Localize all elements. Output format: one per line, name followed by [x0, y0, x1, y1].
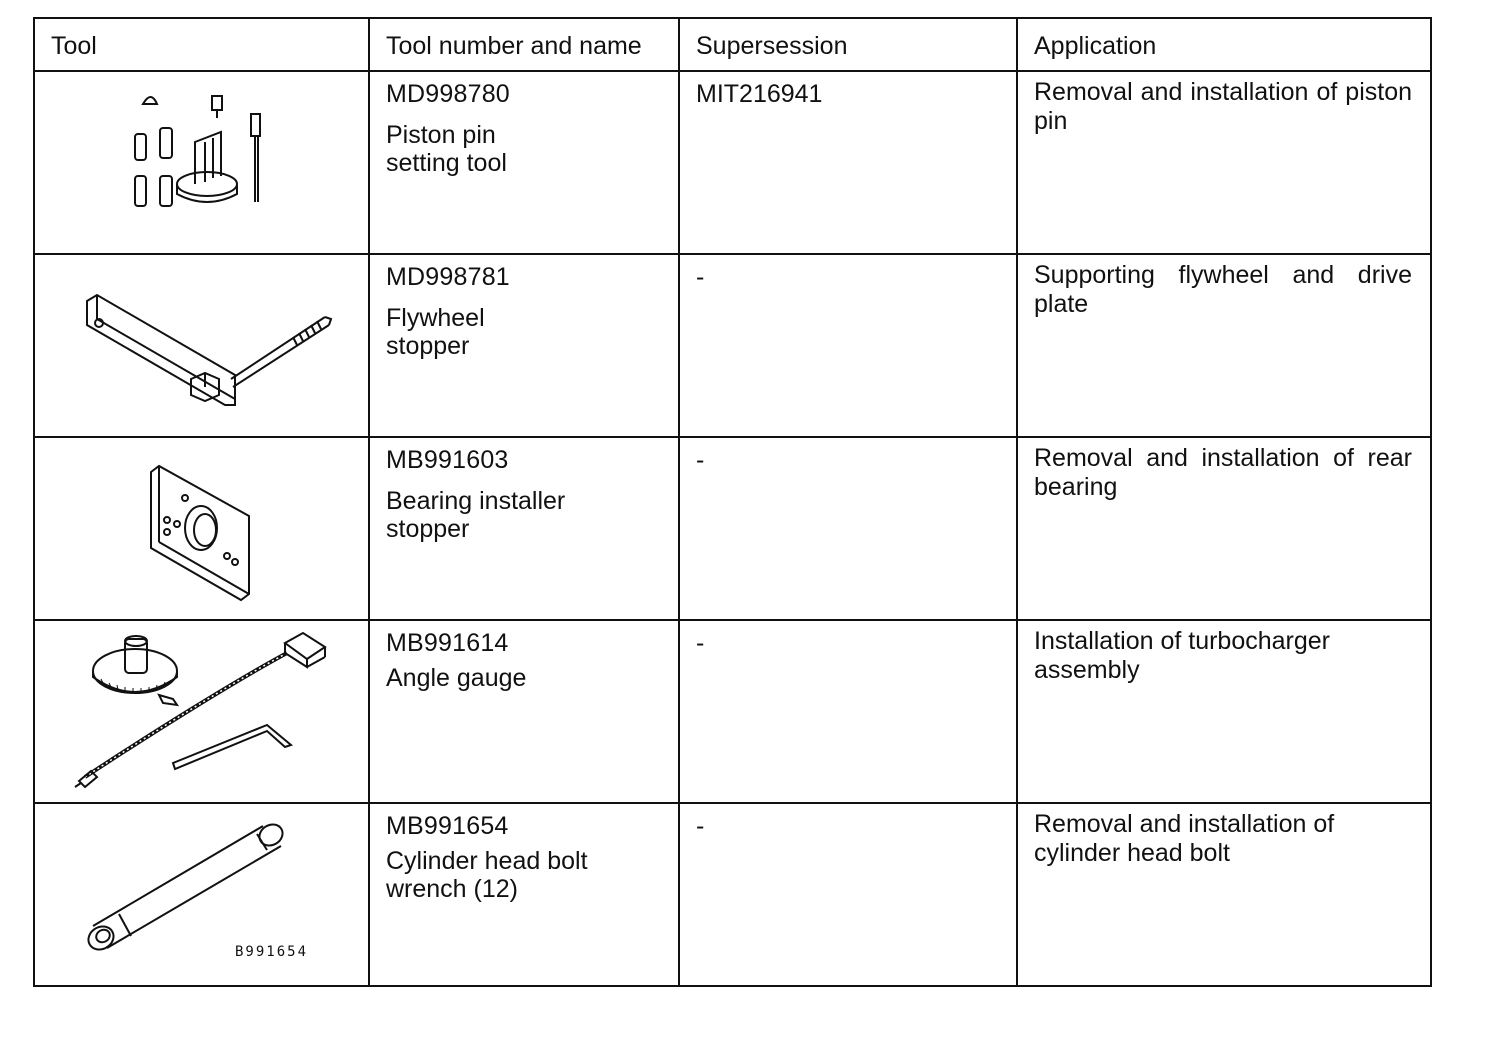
tool-number-name-cell — [369, 71, 679, 254]
header-supersession: Supersession — [679, 18, 1017, 71]
tool-name: Flywheel stopper — [386, 304, 485, 360]
supersession-value: - — [696, 446, 705, 474]
application-text: Removal and installation of rear bearing — [1034, 444, 1412, 501]
table-row — [34, 803, 1431, 986]
angle-gauge-icon — [35, 621, 370, 802]
table-row — [34, 437, 1431, 620]
supersession-value: - — [696, 812, 705, 840]
application-cell — [1017, 254, 1431, 437]
tool-number-name-cell — [369, 437, 679, 620]
tool-illustration-cell — [34, 803, 369, 986]
application-text: Supporting flywheel and drive plate — [1034, 261, 1412, 318]
header-row — [34, 18, 1431, 71]
header-tool-number-and-name: Tool number and name — [369, 18, 679, 71]
flywheel-stopper-icon — [35, 255, 370, 436]
tool-number: MB991603 — [386, 446, 509, 474]
tool-name: Piston pin setting tool — [386, 121, 507, 177]
cylinder-head-bolt-wrench-icon — [35, 804, 370, 985]
tool-number: MD998781 — [386, 263, 510, 291]
application-cell — [1017, 437, 1431, 620]
application-cell — [1017, 620, 1431, 803]
supersession-value: - — [696, 629, 705, 657]
tool-name: Bearing installer stopper — [386, 487, 566, 543]
tool-number-name-cell — [369, 254, 679, 437]
tool-illustration-cell — [34, 437, 369, 620]
supersession-cell — [679, 620, 1017, 803]
application-cell — [1017, 803, 1431, 986]
figure-code: B991654 — [235, 944, 309, 960]
application-text: Removal and installation of piston pin — [1034, 78, 1412, 135]
tool-number: MB991614 — [386, 629, 509, 657]
table-row — [34, 71, 1431, 254]
tool-name: Cylinder head bolt wrench (12) — [386, 847, 588, 903]
special-tools-table — [33, 17, 1432, 987]
supersession-cell — [679, 437, 1017, 620]
tool-number-name-cell — [369, 620, 679, 803]
tool-illustration-cell — [34, 71, 369, 254]
supersession-cell — [679, 254, 1017, 437]
tool-number-name-cell — [369, 803, 679, 986]
tool-number: MB991654 — [386, 812, 509, 840]
table-row — [34, 254, 1431, 437]
tool-illustration-cell — [34, 254, 369, 437]
application-text: Installation of turbocharger assembly — [1034, 627, 1331, 684]
tool-number: MD998780 — [386, 80, 510, 108]
application-text: Removal and installation of cylinder head bolt — [1034, 810, 1335, 867]
supersession-cell — [679, 71, 1017, 254]
supersession-value: - — [696, 263, 705, 291]
table-row — [34, 620, 1431, 803]
supersession-value: MIT216941 — [696, 80, 823, 108]
header-tool: Tool — [34, 18, 369, 71]
tool-illustration-cell — [34, 620, 369, 803]
piston-pin-setting-tool-icon — [35, 72, 370, 253]
supersession-cell — [679, 803, 1017, 986]
header-application: Application — [1017, 18, 1431, 71]
bearing-installer-stopper-icon — [35, 438, 370, 619]
application-cell — [1017, 71, 1431, 254]
tool-name: Angle gauge — [386, 664, 527, 692]
